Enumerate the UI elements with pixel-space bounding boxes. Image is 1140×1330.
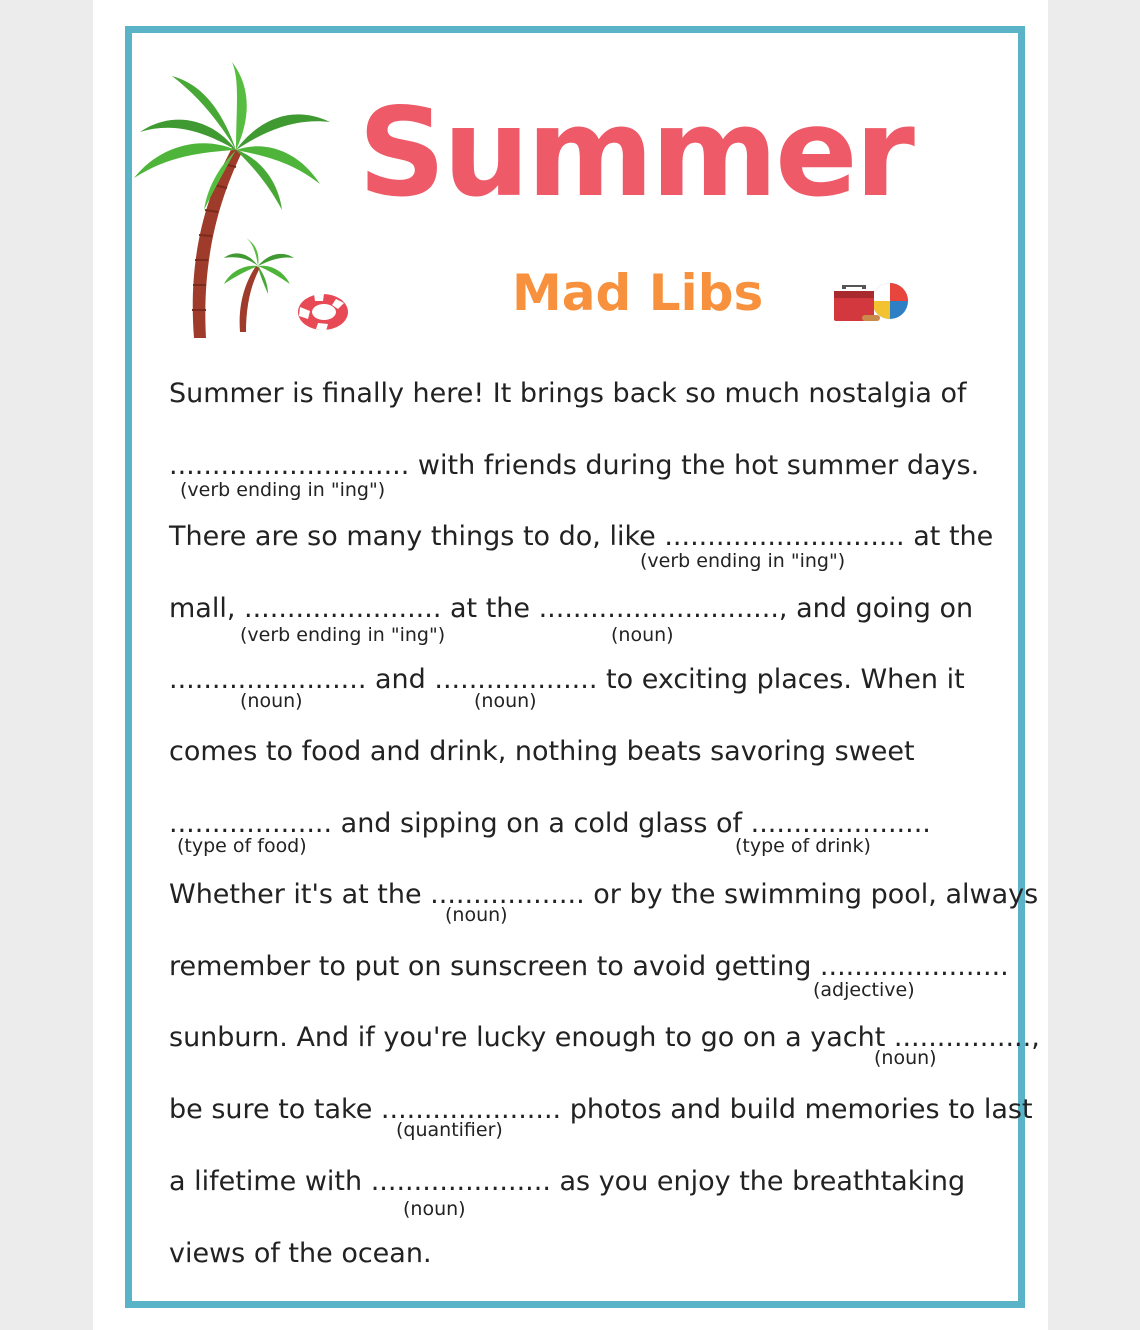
blank-hint: (verb ending in "ing") [240, 624, 446, 646]
small-palm-tree-icon [222, 236, 296, 334]
blank-hint: (type of drink) [735, 835, 871, 857]
story-line: be sure to take ..................... photos and build memories to last [169, 1094, 1033, 1125]
blank-hint: (noun) [445, 904, 508, 926]
story-line: ............................ with friends during the hot summer days. [169, 450, 980, 481]
beach-cooler-icon [832, 279, 910, 325]
story-line: ................... and sipping on a cold glass of ..................... [169, 808, 931, 839]
blank-hint: (type of food) [177, 835, 307, 857]
blank-hint: (noun) [240, 690, 303, 712]
blank-hint: (noun) [611, 624, 674, 646]
page-subtitle: Mad Libs [512, 264, 764, 322]
blank-hint: (noun) [403, 1198, 466, 1220]
blank-hint: (quantifier) [396, 1119, 503, 1141]
blank-hint: (adjective) [813, 979, 915, 1001]
blank-hint: (verb ending in "ing") [180, 479, 386, 501]
story-line: sunburn. And if you're lucky enough to go on a yacht ................, [169, 1022, 1040, 1053]
blank-hint: (noun) [874, 1047, 937, 1069]
life-ring-icon [296, 291, 350, 333]
page-title: Summer [358, 82, 912, 224]
story-line: views of the ocean. [169, 1238, 432, 1269]
story-line: Whether it's at the .................. or by the swimming pool, always [169, 879, 1039, 910]
story-line: mall, ....................... at the ............................, and going on [169, 593, 974, 624]
story-line: remember to put on sunscreen to avoid getting ...................... [169, 951, 1009, 982]
blank-hint: (noun) [474, 690, 537, 712]
story-line: Summer is finally here! It brings back so much nostalgia of [169, 378, 967, 409]
blank-hint: (verb ending in "ing") [640, 550, 846, 572]
story-line: comes to food and drink, nothing beats savoring sweet [169, 736, 915, 767]
story-line: a lifetime with ..................... as you enjoy the breathtaking [169, 1166, 966, 1197]
story-line: There are so many things to do, like ............................ at the [169, 521, 994, 552]
story-line: ....................... and ................... to exciting places. When it [169, 664, 965, 695]
